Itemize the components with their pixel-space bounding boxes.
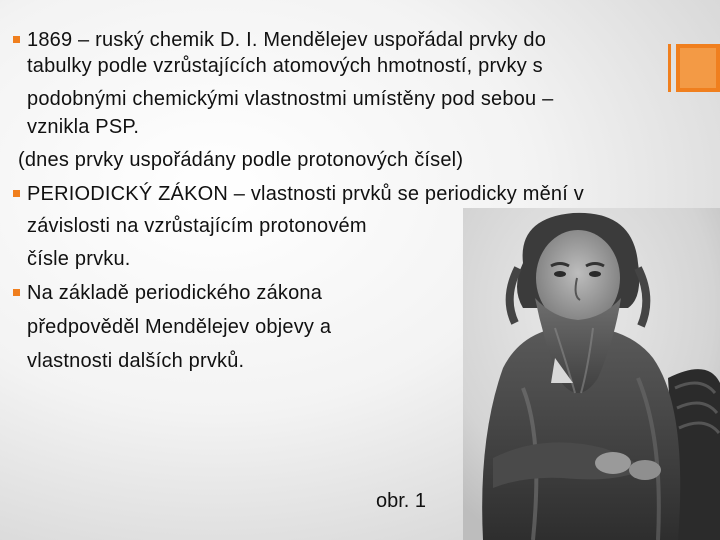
bullet-3-line-3: vlastnosti dalších prvků. — [27, 350, 245, 372]
bullet-2-line-2: závislosti na vzrůstajícím protonovém — [27, 215, 367, 237]
bullet-2-line-3: čísle prvku. — [27, 248, 131, 270]
note-line: (dnes prvky uspořádány podle protonových čísel) — [18, 149, 464, 171]
bullet-3-line-1: Na základě periodického zákona — [27, 282, 323, 304]
bullet-square-icon — [13, 289, 20, 296]
bullet-1-line-2: tabulky podle vzrůstajících atomových hmotností, prvky s — [27, 55, 543, 77]
bullet-2-line-1: PERIODICKÝ ZÁKON – vlastnosti prvků se periodicky mění v — [27, 183, 584, 205]
bullet-square-icon — [13, 36, 20, 43]
accent-bar-thin — [668, 44, 671, 92]
bullet-1-line-1: 1869 – ruský chemik D. I. Mendělejev uspořádal prvky do — [27, 29, 547, 51]
bullet-1-line-4: vznikla PSP. — [27, 116, 140, 138]
bullet-square-icon — [13, 190, 20, 197]
mendeleev-portrait-image — [463, 208, 720, 540]
bullet-3-line-2: předpověděl Mendělejev objevy a — [27, 316, 332, 338]
image-caption: obr. 1 — [376, 490, 427, 512]
bullet-1-line-3: podobnými chemickými vlastnostmi umístěny pod sebou – — [27, 88, 554, 110]
accent-bar-inner — [680, 48, 716, 88]
